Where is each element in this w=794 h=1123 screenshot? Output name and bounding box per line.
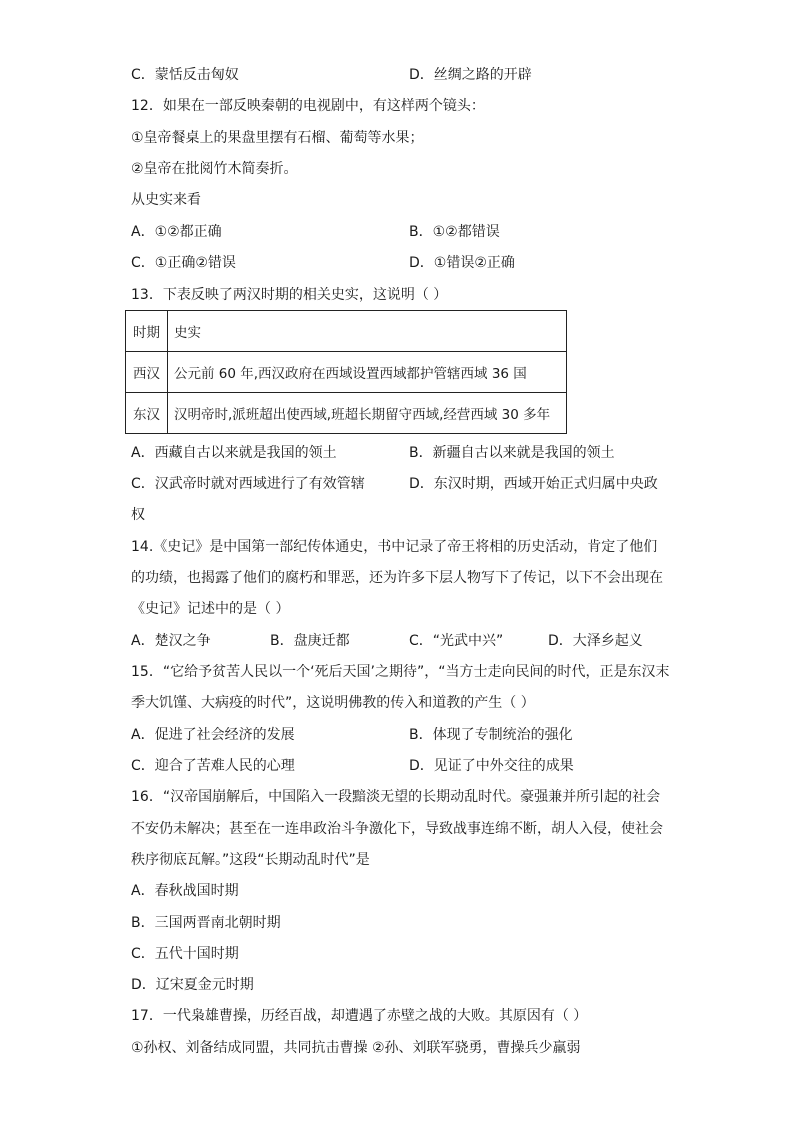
q14-option-d: D．大泽乡起义 (548, 633, 643, 649)
table-header-period: 时期 (126, 311, 168, 352)
q16-option-c: C．五代十国时期 (131, 946, 239, 962)
q17-reasons: ①孙权、刘备结成同盟，共同抗击曹操 ②孙、刘联军骁勇，曹操兵少羸弱 (131, 1040, 581, 1056)
q12-option-d: D．①错误②正确 (409, 255, 515, 271)
q12-shot-2: ②皇帝在批阅竹木简奏折。 (131, 161, 298, 177)
q15-option-c: C．迎合了苦难人民的心理 (131, 758, 295, 774)
q17-stem: 17．一代枭雄曹操，历经百战，却遭遇了赤壁之战的大败。其原因有（ ） (131, 1008, 588, 1024)
q13-option-b: B．新疆自古以来就是我国的领土 (409, 445, 615, 461)
q16-stem-line-2: 不安仍未解决；甚至在一连串政治斗争激化下，导致战事连绵不断，胡人入侵，使社会 (131, 821, 663, 837)
q12-option-c: C．①正确②错误 (131, 255, 236, 271)
q13-option-a: A．西藏自古以来就是我国的领土 (131, 445, 337, 461)
q12-stem: 12．如果在一部反映秦朝的电视剧中，有这样两个镜头： (131, 98, 485, 114)
q16-option-a: A．春秋战国时期 (131, 883, 239, 899)
q16-stem-line-1: 16．“汉帝国崩解后，中国陷入一段黯淡无望的长期动乱时代。豪强兼并所引起的社会 (131, 789, 661, 805)
q16-option-b: B．三国两晋南北朝时期 (131, 915, 281, 931)
q11-option-c: C．蒙恬反击匈奴 (131, 67, 239, 83)
q16-stem-line-3: 秩序彻底瓦解。”这段“长期动乱时代”是 (131, 852, 370, 868)
q16-option-d: D．辽宋夏金元时期 (131, 977, 254, 993)
table-row (126, 393, 567, 434)
table-header-row (126, 311, 567, 352)
table-cell-fact: 汉明帝时,派班超出使西域,班超长期留守西域,经营西域 30 多年 (168, 393, 567, 434)
q11-option-d: D．丝绸之路的开辟 (409, 67, 532, 83)
q15-stem-line-1: 15．“它给予贫苦人民以一个‘死后天国’之期待”，“当方士走向民间的时代，正是东汉末 (131, 664, 670, 680)
q13-stem: 13．下表反映了两汉时期的相关史实，这说明（ ） (131, 287, 448, 303)
q14-stem-line-2: 的功绩，也揭露了他们的腐朽和罪恶，还为许多下层人物写下了传记，以下不会出现在 (131, 570, 663, 586)
q15-stem-line-2: 季大饥馑、大病疫的时代”，这说明佛教的传入和道教的产生（ ） (131, 695, 535, 711)
q12-option-a: A．①②都正确 (131, 224, 222, 240)
q12-lead: 从史实来看 (131, 192, 201, 208)
table-cell-fact: 公元前 60 年,西汉政府在西域设置西域都护管辖西域 36 国 (168, 352, 567, 393)
q15-option-b: B．体现了专制统治的强化 (409, 727, 573, 743)
table-row (126, 352, 567, 393)
q14-option-b: B．盘庚迁都 (270, 633, 350, 649)
q12-shot-1: ①皇帝餐桌上的果盘里摆有石榴、葡萄等水果； (131, 130, 424, 146)
q14-stem-line-3: 《史记》记述中的是（ ） (131, 601, 290, 617)
q13-option-d: D．东汉时期，西域开始正式归属中央政 (409, 476, 658, 492)
q15-option-d: D．见证了中外交往的成果 (409, 758, 574, 774)
table-cell-period: 东汉 (126, 393, 168, 434)
table-cell-period: 西汉 (126, 352, 168, 393)
q14-stem-line-1: 14.《史记》是中国第一部纪传体通史，书中记录了帝王将相的历史活动，肯定了他们 (131, 539, 658, 555)
q13-history-table (125, 310, 567, 434)
q14-option-c: C．“光武中兴” (409, 633, 504, 649)
table-header-fact: 史实 (168, 311, 567, 352)
q13-option-c: C．汉武帝时就对西域进行了有效管辖 (131, 476, 365, 492)
q13-option-d-continued: 权 (131, 507, 145, 523)
q14-option-a: A．楚汉之争 (131, 633, 211, 649)
q12-option-b: B．①②都错误 (409, 224, 500, 240)
q15-option-a: A．促进了社会经济的发展 (131, 727, 295, 743)
